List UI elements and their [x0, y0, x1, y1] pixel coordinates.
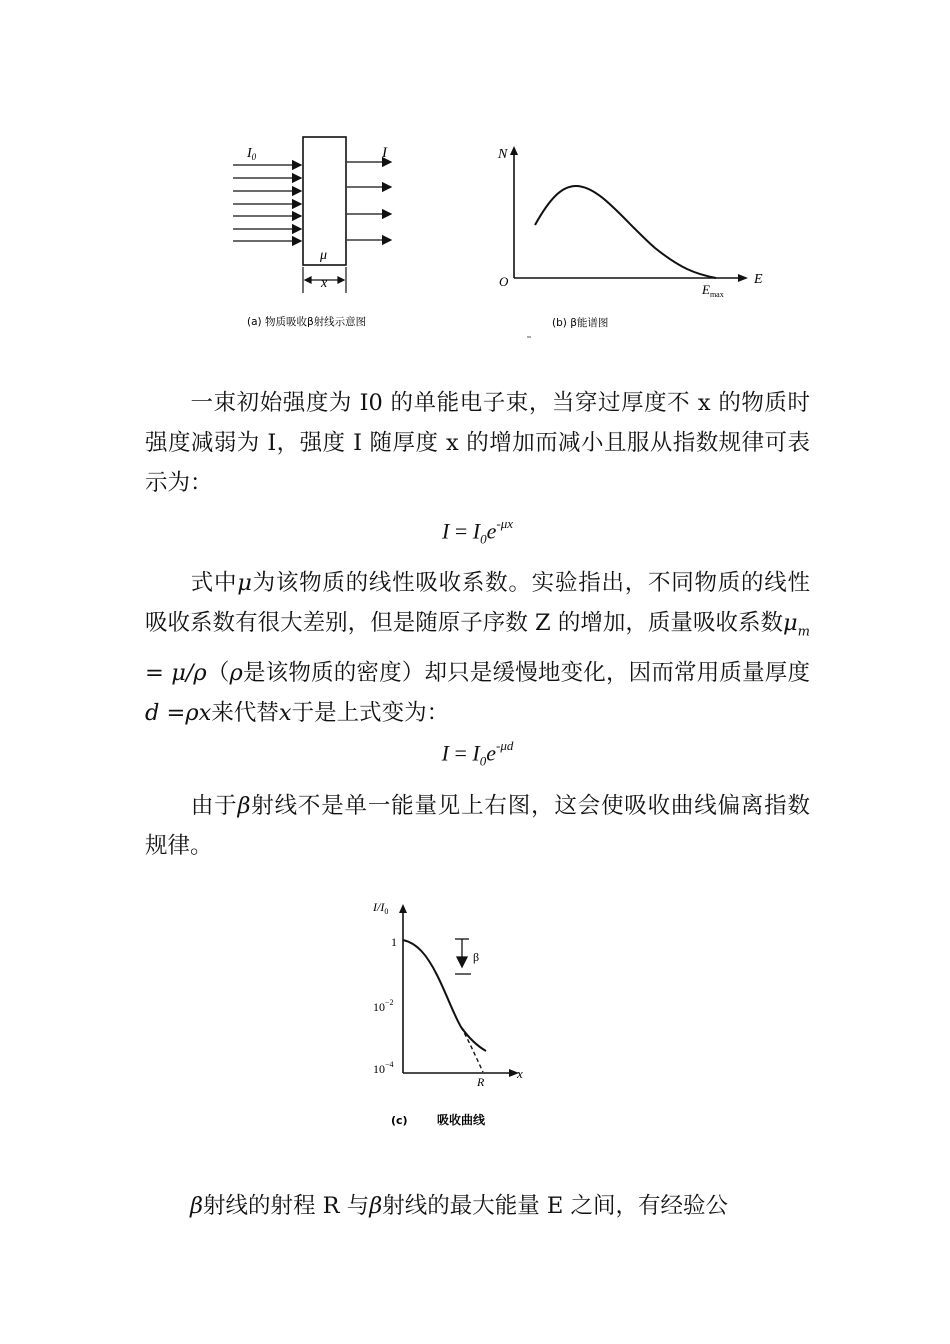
spectrum-curve [535, 186, 716, 278]
incident-arrows [233, 165, 301, 241]
figure-a-absorption-schematic [225, 135, 425, 340]
spectrum-axes [514, 152, 742, 278]
tick-label-1e-2: $10^{-2}$ [373, 998, 394, 1014]
figure-c-absorption-curve [365, 895, 540, 1135]
x-axis-arrowhead [738, 274, 748, 282]
tick-label-1e-4: $10^{-4}$ [373, 1060, 394, 1076]
figure-b-caption: (b) β能谱图 [552, 317, 609, 329]
transmitted-arrows [347, 162, 391, 240]
y-axis-arrowhead [510, 146, 518, 155]
figure-b-beta-spectrum [490, 140, 775, 340]
origin-O: O [499, 274, 509, 289]
y-label-N: N [498, 147, 508, 162]
absorption-x-label: x [517, 1066, 523, 1081]
exponential-extrapolation-dashed [461, 1027, 483, 1072]
paragraph-3: 由于β射线不是单一能量见上右图，这会使吸收曲线偏离指数规律。 [145, 793, 810, 859]
beta-label: β [473, 950, 480, 964]
label-I0: $I_0$ [247, 146, 257, 162]
figure-c-caption: 吸收曲线 [437, 1113, 486, 1127]
label-Emax: $E_{max}$ [702, 282, 724, 299]
paragraph-4: β射线的射程 R 与β射线的最大能量 E 之间，有经验公 [190, 1193, 729, 1219]
absorption-y-label: $I/I_0$ [373, 900, 389, 916]
label-x: x [321, 276, 328, 291]
figure-a-caption: (a) 物质吸收β射线示意图 [247, 316, 367, 328]
absorption-y-arrowhead [399, 904, 407, 913]
x-label-E: E [754, 272, 763, 287]
absorption-axes [403, 911, 513, 1073]
label-I: I [382, 145, 387, 161]
tick-label-1: 1 [391, 935, 397, 949]
label-mu: μ [320, 248, 328, 263]
equation-2: $I = I_0e^{-\mu d}$ [441, 738, 514, 769]
figure-c-caption-letter: (c) [391, 1114, 408, 1127]
beta-indicator [455, 939, 471, 974]
paragraph-2: 式中μ为该物质的线性吸收系数。实验指出，不同物质的线性吸收系数有很大差别，但是随原子序数 Z 的增加，质量吸收系数$\mu_m = \mu/\rho(\rho$是该物质的密度）却只是缓慢地变化，因而常用质量厚度d =ρx来代替x于是上式变为： [145, 570, 810, 726]
range-label-R: R [477, 1075, 485, 1089]
paragraph-1: 一束初始强度为 I0 的单能电子束，当穿过厚度不 x 的物质时强度减弱为 I，强度 I 随厚度 x 的增加而减小且服从指数规律可表示为： [145, 390, 810, 496]
equation-1: $I = I_0e^{-\mu x}$ [442, 516, 513, 547]
absorber-slab [303, 137, 346, 265]
